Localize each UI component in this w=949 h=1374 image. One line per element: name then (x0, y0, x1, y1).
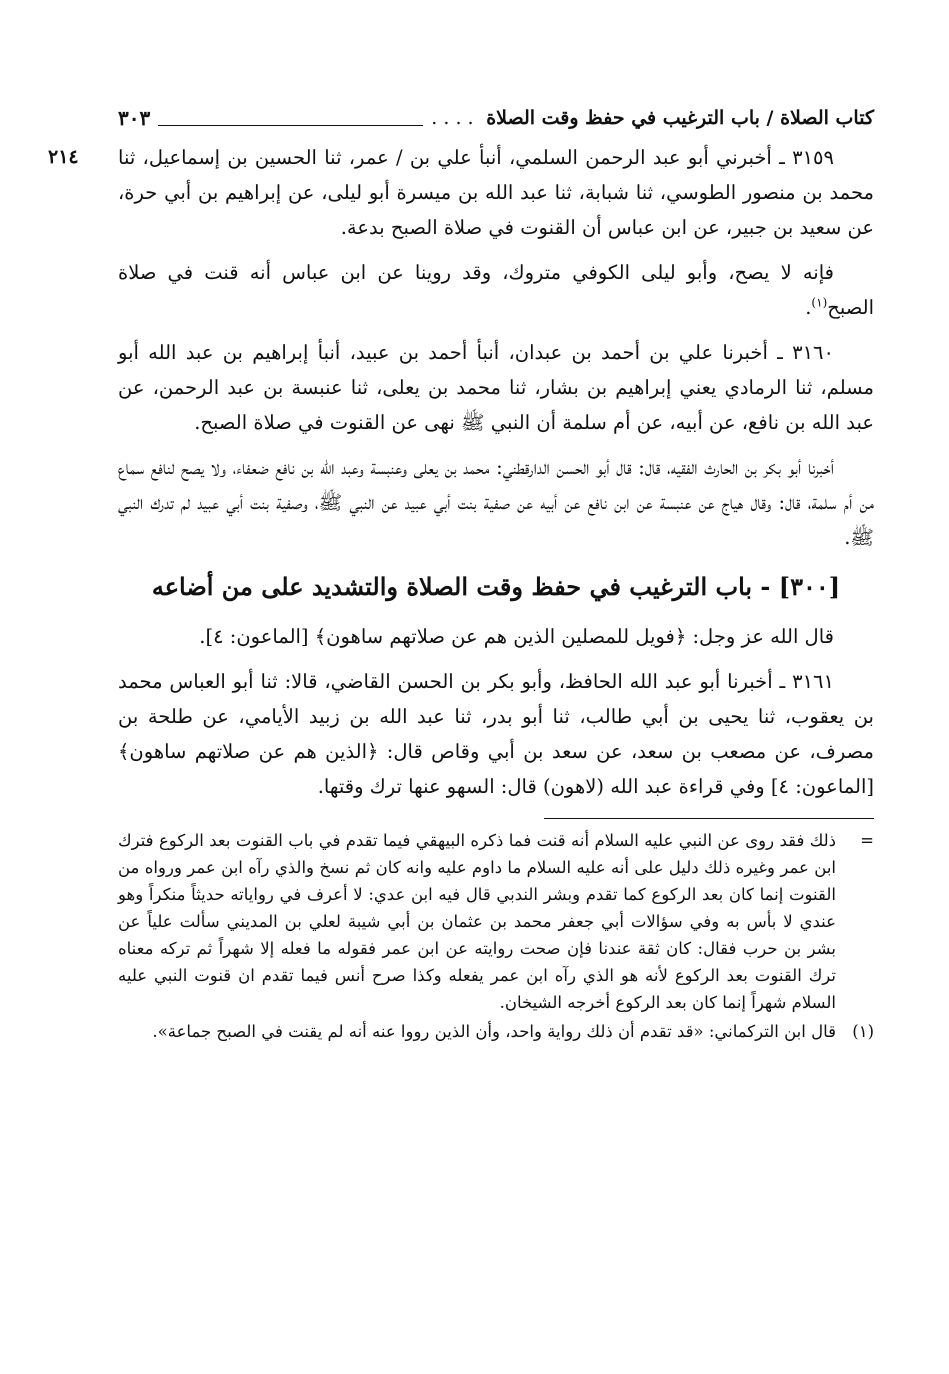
hadith-3160 (118, 335, 874, 440)
running-head-title (431, 106, 874, 130)
book-page (48, 100, 874, 1047)
hadith-3159-text: ٣١٥٩ ـ أخبرني أبو عبد الرحمن السلمي، أنبأ علي بن / عمر، ثنا الحسين بن إسماعيل، ثنا محمد بن منصور الطوسي، ثنا شبابة، ثنا عبد الله بن ميسرة أبو ليلى، عن إبراهيم بن أبي حرة، عن سعيد بن جبير، عن ابن عباس أن القنوت في صلاة الصبح بدعة. (118, 146, 874, 239)
comment-3160 (118, 450, 874, 555)
chapter-heading: [٣٠٠] - باب الترغيب في حفظ وقت الصلاة والتشديد على من أضاعه (151, 572, 841, 601)
footnote-reference: (١) (811, 295, 828, 310)
hadith-3159 (48, 140, 874, 245)
hadith-3161-text: ٣١٦١ ـ أخبرنا أبو عبد الله الحافظ، وأبو بكر بن الحسن القاضي، قالا: ثنا أبو العباس محمد بن يعقوب، ثنا يحيى بن أبي طالب، ثنا أبو بدر، ثنا عبد الله بن زبيد الأيامي، عن طلحة بن مصرف، عن مصعب بن سعد، عن سعد بن أبي وقاص قال: ﴿الذين هم عن صلاتهم ساهون﴾ [الماعون: ٤] وفي قراءة عبد الله (لاهون) قال: السهو عنها ترك وقتها. (118, 670, 874, 798)
quran-quote-text: قال الله عز وجل: ﴿فويل للمصلين الذين هم عن صلاتهم ساهون﴾ [الماعون: ٤]. (199, 625, 834, 648)
manuscript-page-number: ٢١٤ (48, 146, 79, 168)
comment-3159 (118, 255, 874, 325)
running-head-title-text: كتاب الصلاة / باب الترغيب في حفظ وقت الصلاة (486, 107, 874, 129)
hadith-3161 (118, 664, 874, 804)
footnote-continued (118, 827, 874, 1016)
footnote-separator (544, 818, 874, 819)
footnote-text: ذلك فقد روى عن النبي عليه السلام أنه قنت فما ذكره البيهقي فيما تقدم في باب القنوت بعد الركوع فترك ابن عمر وغيره ذلك دليل على أنه عليه السلام ما داوم عليه وانه كان ثم نسخ والذي رآه ابن عمر ورواه من القنوت إنما كان بعد الركوع كما تقدم وبشر الندبي قال فيه ابن عدي: لا أعرف في رواياته حديثاً منكراً وهو عندي لا بأس به وفي سؤالات أبي جعفر محمد بن عثمان بن أبي شيبة لعلي بن المديني سألت علياً عن بشر بن حرب فقال: كان ثقة عندنا فإن صحت روايته عن ابن عمر فقوله ما فعله إلا شهراً ثم تركه معناه ترك القنوت بعد الركوع لأنه هو الذي رآه ابن عمر يفعله وكذا صرح أنس فيما تقدم ان قنوت النبي عليه السلام شهراً إنما كان بعد الركوع أخرجه الشيخان. (118, 831, 836, 1012)
quran-quote (118, 619, 874, 654)
footnote-text: قال ابن التركماني: «قد تقدم أن ذلك رواية واحد، وأن الذين رووا عنه أنه لم يقنت في الصبح جماعة». (152, 1022, 836, 1041)
running-head-dots: . . . . (431, 107, 474, 129)
footnote-mark: = (860, 831, 874, 850)
hadith-3160-text: ٣١٦٠ ـ أخبرنا علي بن أحمد بن عبدان، أنبأ أحمد بن عبيد، أنبأ إبراهيم بن عبد الله أبو مسلم، ثنا الرمادي يعني إبراهيم بن بشار، ثنا محمد بن يعلى، ثنا عنبسة بن عبد الرحمن، عن عبد الله بن نافع، عن أبيه، عن أم سلمة أن النبي ﷺ نهى عن القنوت في صلاة الصبح. (118, 341, 874, 434)
comment-3159-text: فإنه لا يصح، وأبو ليلى الكوفي متروك، وقد روينا عن ابن عباس أنه قنت في صلاة الصبح (118, 261, 874, 319)
comment-3160-text: أخبرنا أبو بكر بن الحارث الفقيه، قال: قال أبو الحسن الدارقطني: محمد بن يعلى وعنبسة وعبد الله بن نافع ضعفاء، ولا يصح لنافع سماع من أم سلمة، قال: وقال هياج عن عنبسة عن ابن نافع عن أبيه عن صفية بنت أبي عبيد عن النبي ﷺ، وصفية بنت أبي عبيد لم تدرك النبي ﷺ. (118, 456, 874, 549)
running-head-rule (158, 125, 423, 126)
footnote-1 (118, 1018, 874, 1045)
comment-3159-end: . (805, 296, 812, 319)
running-head (118, 100, 874, 130)
footnotes (118, 827, 874, 1045)
page-number: ٣٠٣ (118, 106, 151, 130)
footnote-mark: (١) (852, 1022, 874, 1041)
